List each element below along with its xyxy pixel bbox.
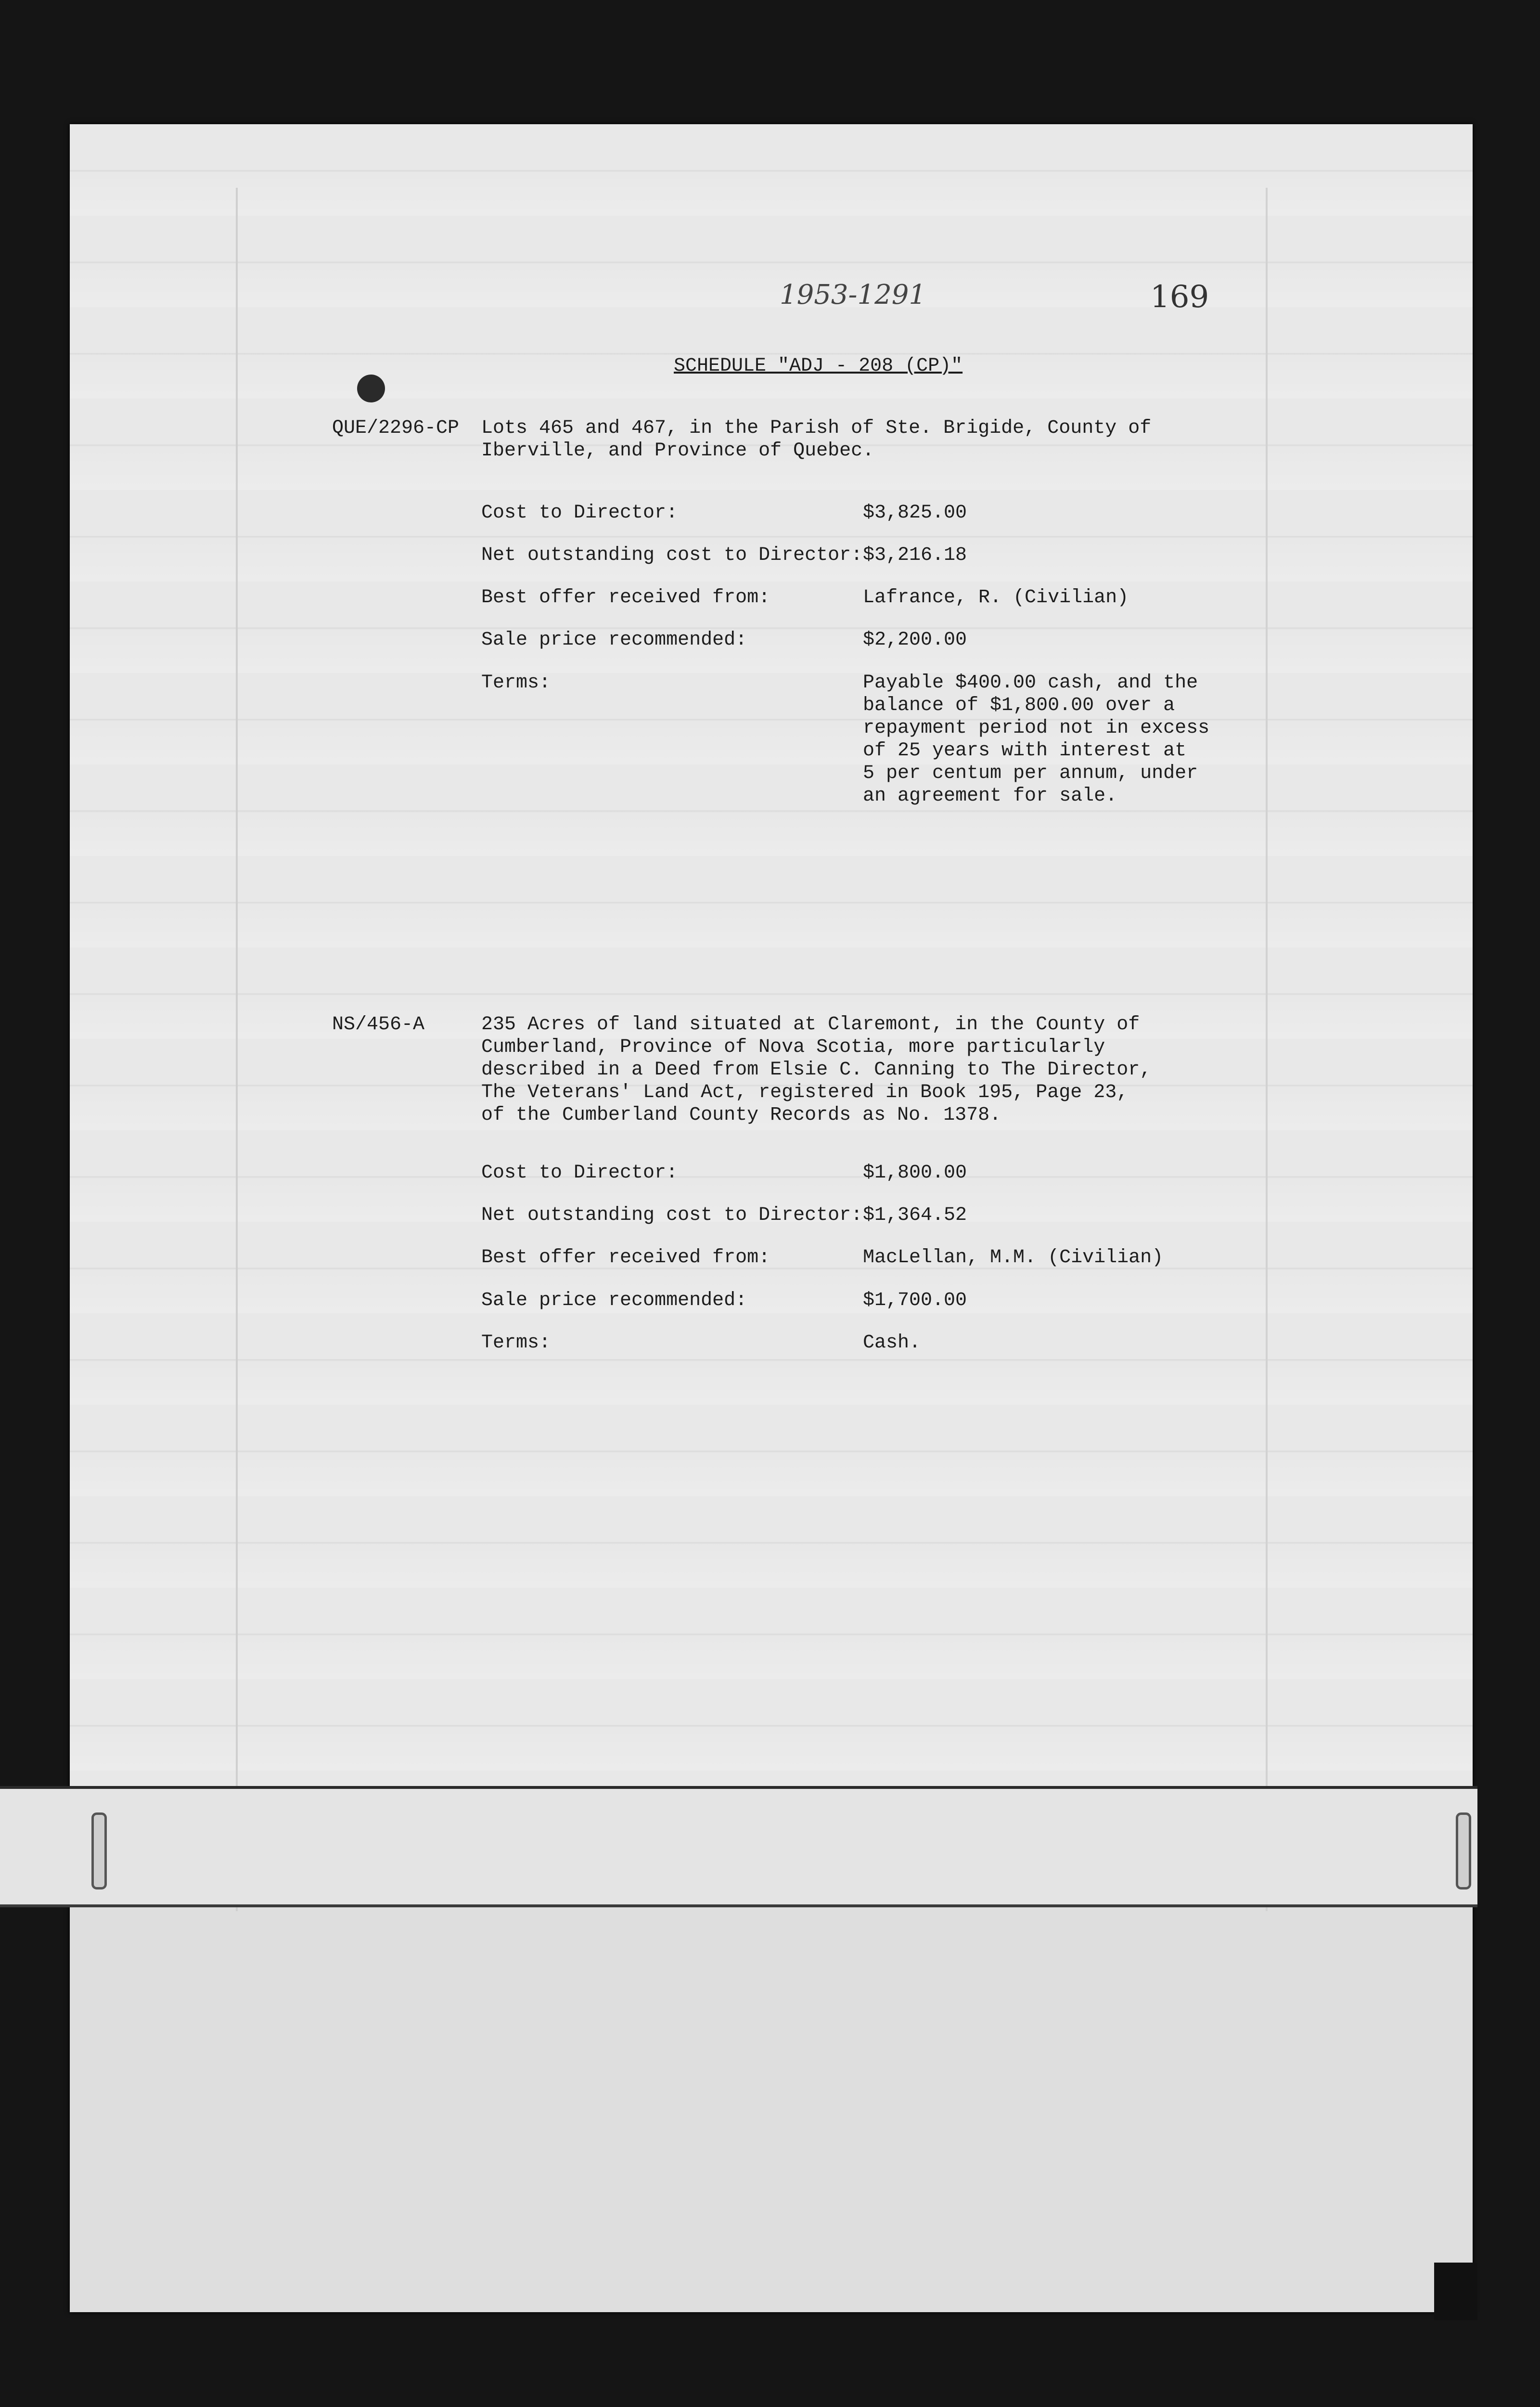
field-label: Cost to Director: (481, 1162, 678, 1184)
field-label: Net outstanding cost to Director: (481, 544, 863, 566)
description-line: Lots 465 and 467, in the Parish of Ste. Brigide, County of (481, 417, 1152, 439)
field-value: MacLellan, M.M. (Civilian) (863, 1247, 1164, 1268)
field-value: $1,364.52 (863, 1204, 967, 1226)
terms-line: an agreement for sale. (863, 785, 1117, 807)
terms-line: 5 per centum per annum, under (863, 763, 1198, 784)
description-line: described in a Deed from Elsie C. Canning to The Director, (481, 1059, 1152, 1081)
field-label: Net outstanding cost to Director: (481, 1204, 863, 1226)
field-label: Sale price recommended: (481, 1290, 747, 1311)
schedule-title: SCHEDULE "ADJ - 208 (CP)" (674, 355, 963, 377)
field-label: Best offer received from: (481, 1247, 770, 1268)
field-value: $1,800.00 (863, 1162, 967, 1184)
field-label: Sale price recommended: (481, 629, 747, 651)
page-number: 169 (1150, 279, 1209, 315)
terms-label: Terms: (481, 1332, 551, 1354)
description-line: Iberville, and Province of Quebec. (481, 440, 874, 462)
field-value: Lafrance, R. (Civilian) (863, 587, 1129, 608)
terms-text (863, 1332, 921, 1354)
terms-line: of 25 years with interest at (863, 740, 1187, 762)
terms-text (863, 672, 1209, 807)
field-label: Cost to Director: (481, 502, 678, 524)
terms-line: balance of $1,800.00 over a (863, 695, 1175, 716)
entry-file-number: NS/456-A (332, 1014, 425, 1035)
field-value: $3,216.18 (863, 544, 967, 566)
entry-file-number: QUE/2296-CP (332, 417, 460, 439)
handwritten-reference: 1953-1291 (780, 279, 926, 311)
terms-line: Payable $400.00 cash, and the (863, 672, 1198, 694)
terms-line: Cash. (863, 1332, 921, 1354)
entry-description (481, 417, 1151, 462)
field-value: $1,700.00 (863, 1290, 967, 1311)
description-line: of the Cumberland County Records as No. 1378. (481, 1104, 1001, 1126)
description-line: The Veterans' Land Act, registered in Book 195, Page 23, (481, 1082, 1129, 1103)
field-value: $2,200.00 (863, 629, 967, 651)
field-label: Best offer received from: (481, 587, 770, 608)
terms-line: repayment period not in excess (863, 717, 1210, 739)
description-line: Cumberland, Province of Nova Scotia, more particularly (481, 1036, 1105, 1058)
terms-label: Terms: (481, 672, 551, 694)
description-line: 235 Acres of land situated at Claremont, in the County of (481, 1014, 1140, 1035)
field-value: $3,825.00 (863, 502, 967, 524)
entry-description (481, 1013, 1151, 1126)
